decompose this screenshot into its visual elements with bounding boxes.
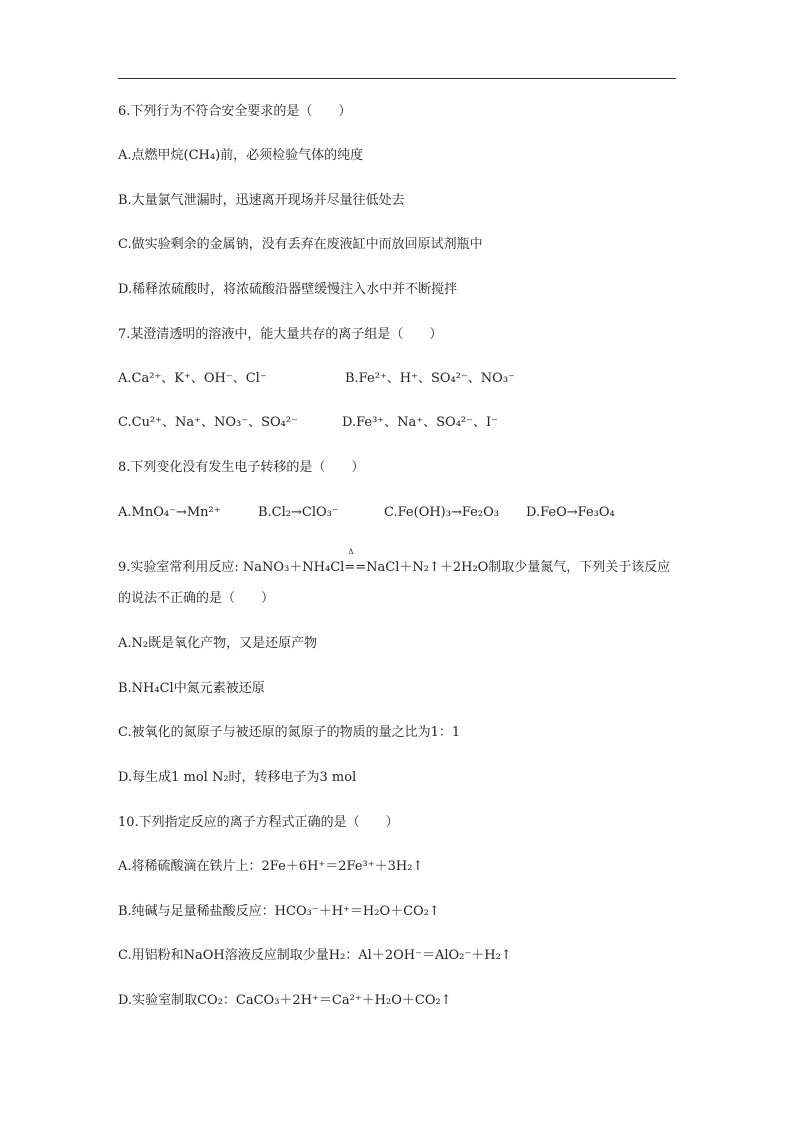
header-rule (118, 78, 676, 79)
q9-option-c: C.被氧化的氮原子与被还原的氮原子的物质的量之比为1：1 (118, 725, 461, 740)
reaction-equals (344, 548, 367, 576)
q9-option-d: D.每生成1 mol N₂时，转移电子为3 mol (118, 770, 357, 785)
q6-option-b: B.大量氯气泄漏时，迅速离开现场并尽量往低处去 (118, 193, 405, 208)
q9-stem-part2: NaCl＋N₂↑＋2H₂O制取少量氮气，下列关于该反应 (366, 560, 671, 575)
q7-option-b: B.Fe²⁺、H⁺、SO₄²⁻、NO₃⁻ (345, 371, 515, 386)
q10-option-c: C.用铝粉和NaOH溶液反应制取少量H₂：Al＋2OH⁻＝AlO₂⁻＋H₂↑ (118, 948, 512, 963)
q8-option-d: D.FeO→Fe₃O₄ (526, 505, 615, 520)
q7-option-c: C.Cu²⁺、Na⁺、NO₃⁻、SO₄²⁻ (118, 415, 298, 430)
q6-option-a: A.点燃甲烷(CH₄)前，必须检验气体的纯度 (118, 148, 364, 163)
q7-option-d: D.Fe³⁺、Na⁺、SO₄²⁻、I⁻ (342, 415, 499, 430)
q8-stem: 8.下列变化没有发生电子转移的是（ ） (118, 460, 365, 475)
q7-stem: 7.某澄清透明的溶液中，能大量共存的离子组是（ ） (118, 327, 443, 342)
q9-stem (118, 548, 671, 576)
q9-stem-line2: 的说法不正确的是（ ） (118, 591, 275, 606)
q8-option-b: B.Cl₂→ClO₃⁻ (258, 505, 339, 520)
q6-stem: 6.下列行为不符合安全要求的是（ ） (118, 104, 352, 119)
equals-sign: == (344, 560, 367, 575)
q7-option-a: A.Ca²⁺、K⁺、OH⁻、Cl⁻ (118, 371, 267, 386)
q6-option-c: C.做实验剩余的金属钠，没有丢弃在废液缸中而放回原试剂瓶中 (118, 237, 483, 252)
q10-stem: 10.下列指定反应的离子方程式正确的是（ ） (118, 815, 399, 830)
q6-option-d: D.稀释浓硫酸时，将浓硫酸沿器壁缓慢注入水中并不断搅拌 (118, 282, 458, 297)
q10-option-a: A.将稀硫酸滴在铁片上：2Fe＋6H⁺＝2Fe³⁺＋3H₂↑ (118, 859, 424, 874)
heat-mark: Δ (348, 548, 354, 556)
q9-option-a: A.N₂既是氧化产物，又是还原产物 (118, 636, 318, 651)
q8-option-a: A.MnO₄⁻→Mn²⁺ (118, 505, 221, 520)
q8-option-c: C.Fe(OH)₃→Fe₂O₃ (384, 505, 499, 520)
q10-option-d: D.实验室制取CO₂：CaCO₃＋2H⁺＝Ca²⁺＋H₂O＋CO₂↑ (118, 993, 452, 1008)
q9-option-b: B.NH₄Cl中氮元素被还原 (118, 681, 265, 696)
q9-stem-part1: 9.实验室常利用反应: NaNO₃＋NH₄Cl (118, 560, 345, 575)
q10-option-b: B.纯碱与足量稀盐酸反应：HCO₃⁻＋H⁺＝H₂O＋CO₂↑ (118, 904, 440, 919)
